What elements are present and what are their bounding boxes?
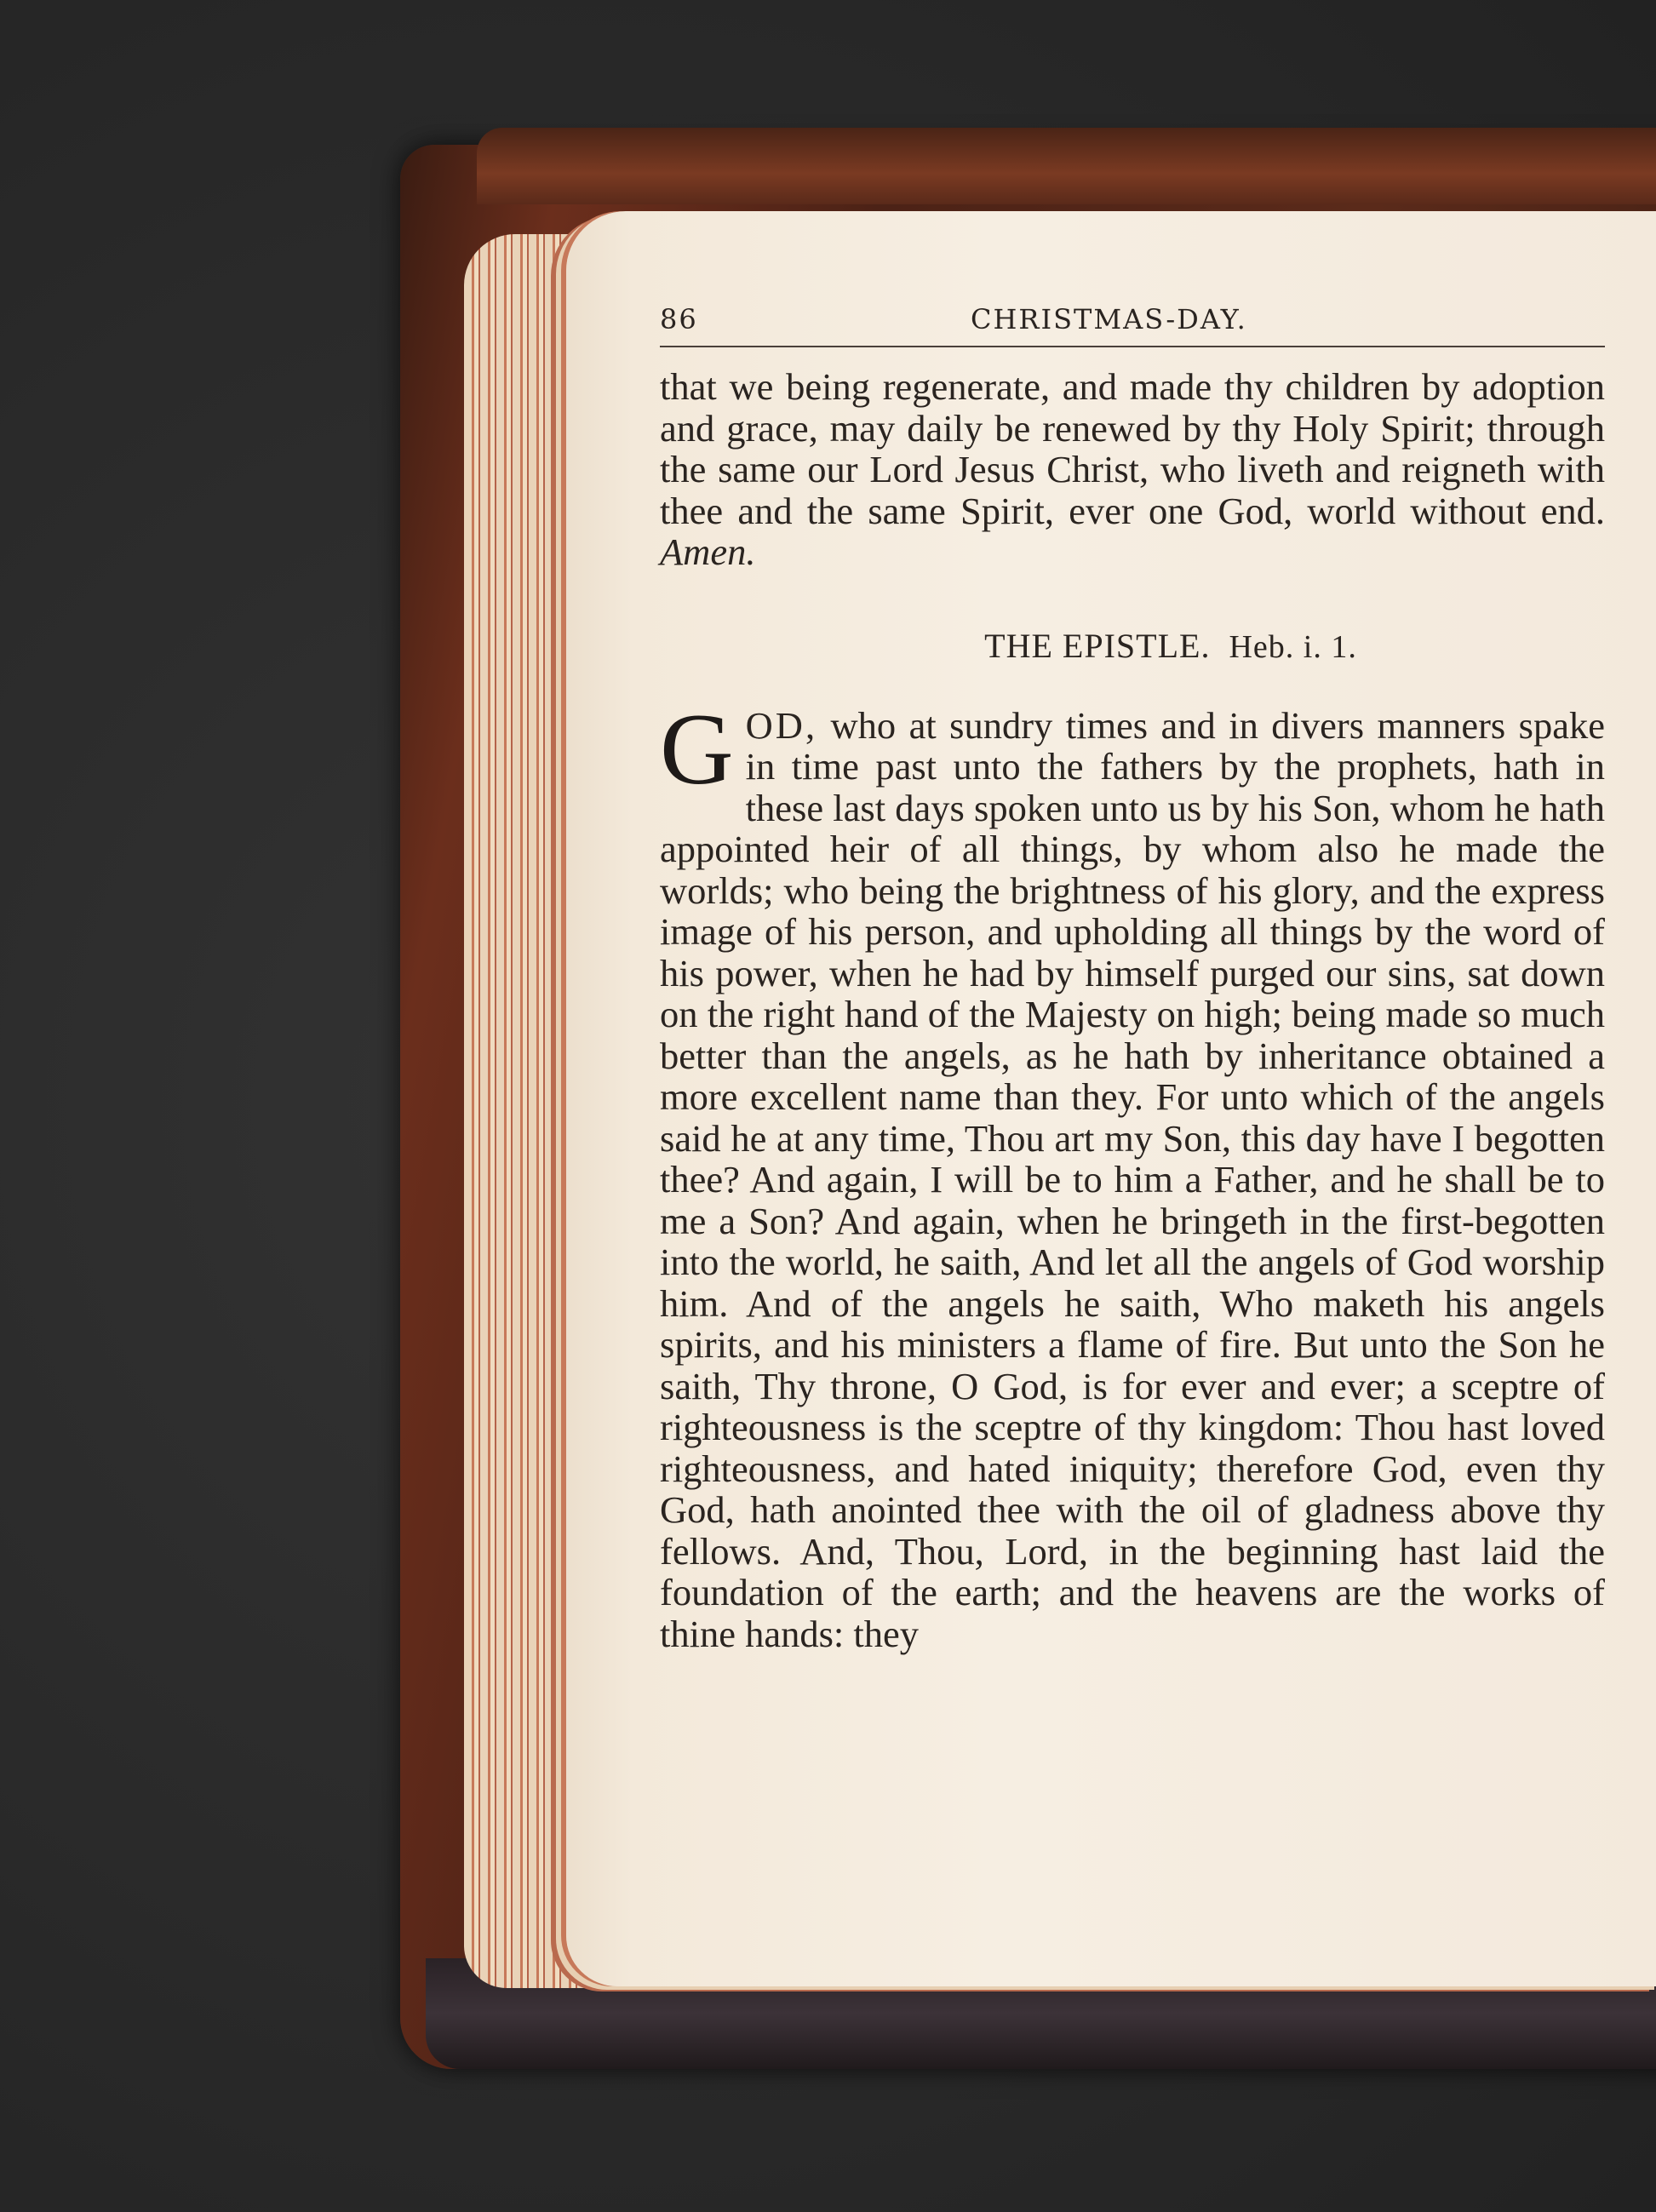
epistle-heading [660,626,1605,666]
running-head: CHRISTMAS-DAY. [971,303,1247,335]
book-cover-top-edge [477,128,1656,204]
drop-cap: G [660,691,734,805]
epistle-reference: Heb. i. 1. [1229,628,1357,665]
page-header [660,296,1605,347]
epistle-paragraph [660,691,1605,1655]
page-number: 86 [660,303,698,335]
collect-text: that we being regenerate, and made thy children by adoption and grace, may daily be renewed by thy Holy Spirit; through the same our Lord Jesus Christ, who liveth and reigneth with thee and the same Spirit, ever one God, world without end. [660,365,1605,532]
collect-amen: Amen. [660,530,756,573]
book-page [566,211,1656,1986]
epistle-heading-title: THE EPISTLE. [984,626,1211,665]
epistle-text: who at sundry times and in divers manners spake in time past unto the fathers by the prophets, hath in these last days spoken unto us by his Son, whom he hath appointed heir of all things, by whom also he made the worlds; who being the brightness of his glory, and the express image of his person, and upholding all things by the word of his power, when he had by himself purged our sins, sat down on the right hand of the Majesty on high; being made so much better than the angels, as he hath by inheritance obtained a more excellent name than they. For unto which of the angels said he at any time, Thou art my Son, this day have I begotten thee? And again, I will be to him a Father, and he shall be to me a Son? And again, when he bringeth in the first-begotten into the world, he saith, And let all the angels of God worship him. And of the angels he saith, Who maketh his angels spirits, and his ministers a flame of fire. But unto the Son he saith, Thy throne, O God, is for ever and ever; a sceptre of righteousness is the sceptre of thy kingdom: Thou hast loved righteousness, and hated iniquity; therefore God, even thy God, hath anointed thee with the oil of gladness above thy fellows. And, Thou, Lord, in the beginning hast laid the foundation of the earth; and the heavens are the works of thine hands: they [660,703,1605,1655]
epistle-first-word: OD, [745,703,818,747]
collect-paragraph [660,366,1605,573]
page-content [660,296,1605,1654]
